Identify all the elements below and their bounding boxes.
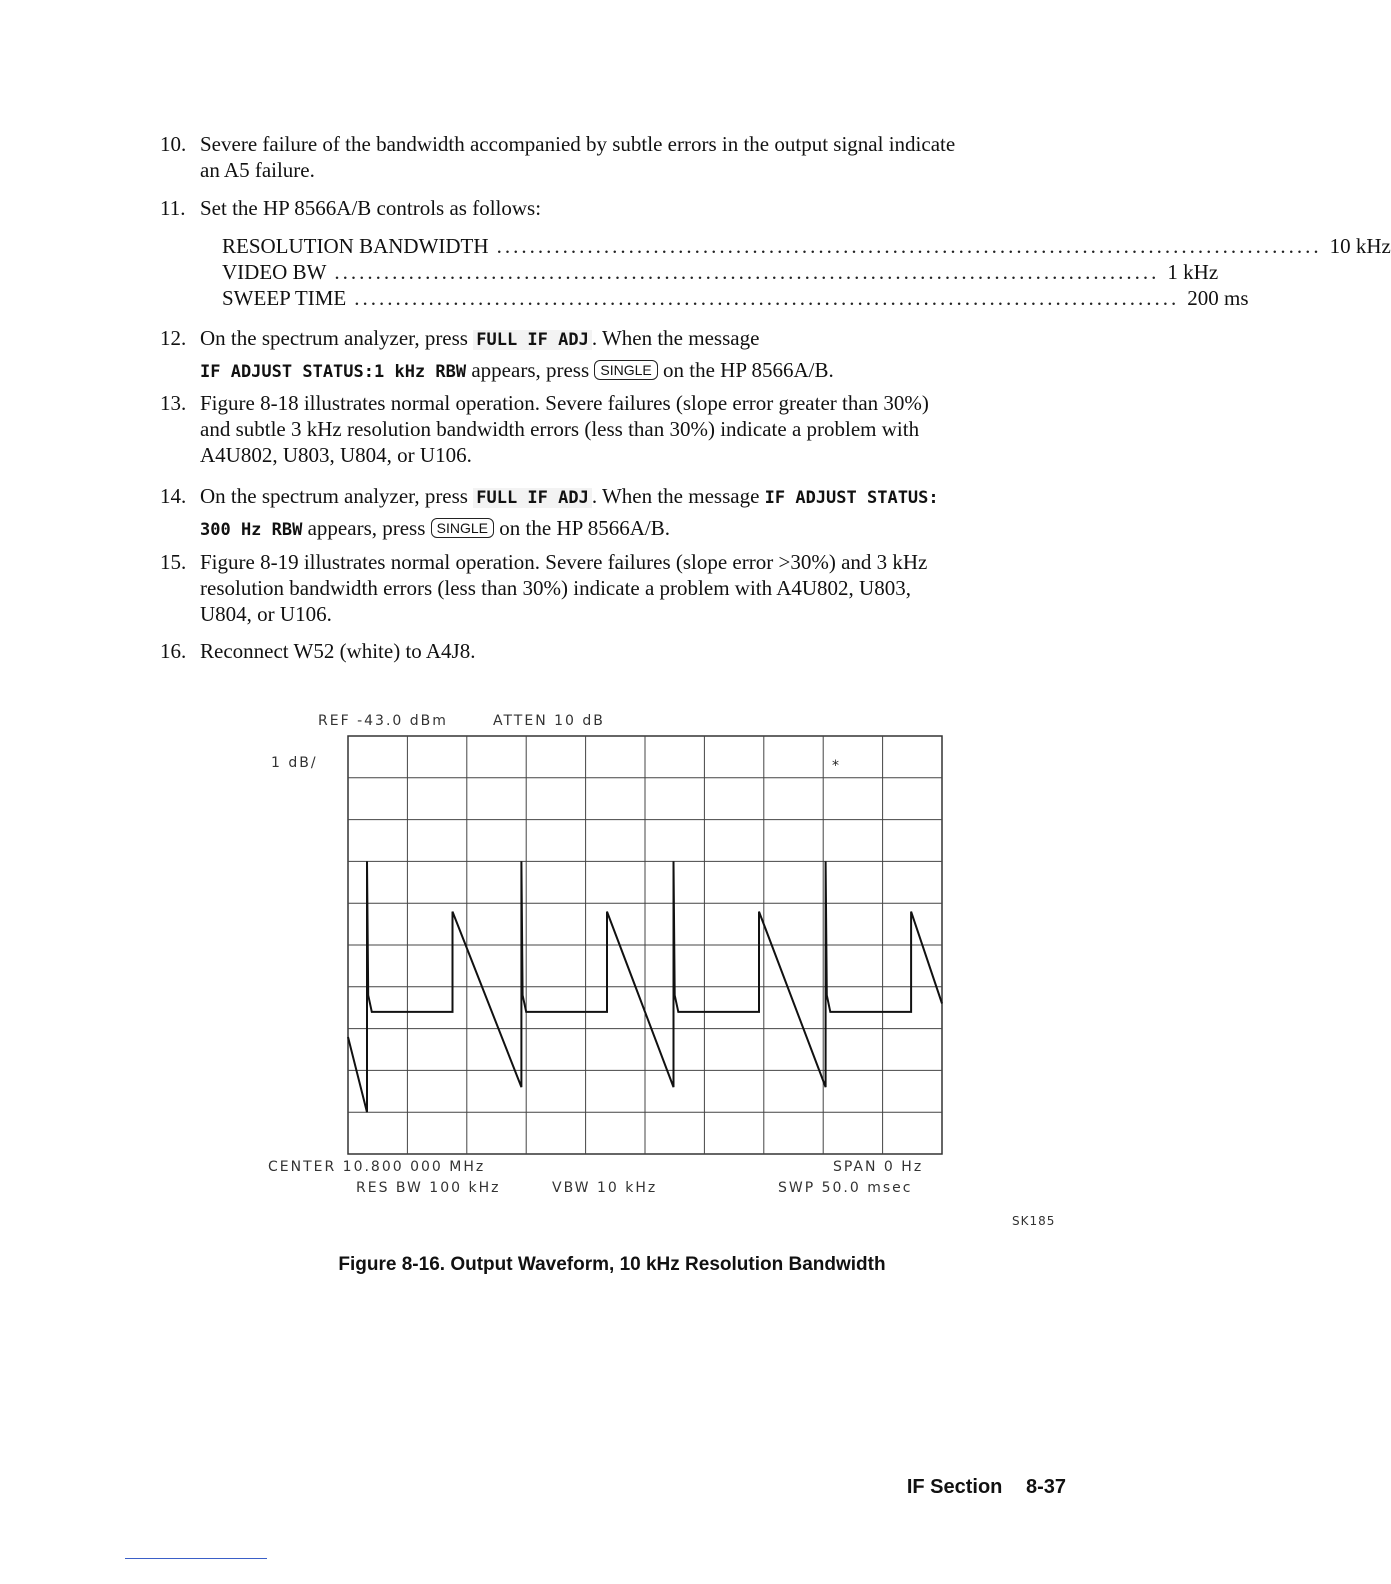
step-text: Figure 8-19 illustrates normal operation. Severe failures (slope error >30%) and 3 kHz xyxy=(200,550,928,574)
softkey-full-if-adj: FULL IF ADJ xyxy=(473,488,592,508)
step-text: . When the message xyxy=(591,484,765,508)
step-number: 11. xyxy=(160,196,186,220)
step-11 xyxy=(160,195,1080,221)
scale-label: 1 dB/ xyxy=(271,755,318,771)
res-bw-label: RES BW 100 kHz xyxy=(356,1180,501,1196)
vbw-label: VBW 10 kHz xyxy=(552,1180,658,1196)
trace-line xyxy=(348,861,942,1112)
step-number: 10. xyxy=(160,132,187,156)
setting-row xyxy=(222,259,1219,285)
ref-level-label: REF -43.0 dBm xyxy=(318,713,448,729)
step-15 xyxy=(160,549,1080,627)
step-text: U804, or U106. xyxy=(200,602,332,626)
step-10 xyxy=(160,131,1080,183)
span-label: SPAN 0 Hz xyxy=(833,1159,924,1175)
step-number: 12. xyxy=(160,326,187,350)
softkey-full-if-adj: FULL IF ADJ xyxy=(473,330,592,350)
setting-label: VIDEO BW xyxy=(222,260,327,284)
setting-row xyxy=(222,233,1391,259)
atten-label: ATTEN 10 dB xyxy=(493,713,605,729)
figure-caption: Figure 8-16. Output Waveform, 10 kHz Resolution Bandwidth xyxy=(338,1254,886,1275)
step-text: and subtle 3 kHz resolution bandwidth errors (less than 30%) indicate a problem with xyxy=(200,417,920,441)
setting-row xyxy=(222,285,1249,311)
settings-list xyxy=(222,233,1391,311)
sweep-time-label: SWP 50.0 msec xyxy=(778,1180,913,1196)
step-text: A4U802, U803, U804, or U106. xyxy=(200,443,472,467)
step-number: 15. xyxy=(160,550,187,574)
step-text: on the HP 8566A/B. xyxy=(657,358,834,382)
graticule xyxy=(348,736,942,1154)
step-text: Reconnect W52 (white) to A4J8. xyxy=(200,639,476,663)
single-key: SINGLE xyxy=(431,518,494,538)
graticule-border xyxy=(348,736,942,1154)
bottom-rule xyxy=(125,1558,267,1559)
step-text: On the spectrum analyzer, press xyxy=(200,326,474,350)
step-number: 13. xyxy=(160,391,187,415)
setting-value: 1 kHz xyxy=(1167,260,1219,284)
marker-symbol: * xyxy=(832,758,839,774)
status-message: IF ADJUST STATUS: xyxy=(764,488,939,508)
leader-dots: .................................................................................................... xyxy=(354,286,1180,310)
setting-label: RESOLUTION BANDWIDTH xyxy=(222,234,489,258)
status-message: IF ADJUST STATUS:1 kHz RBW xyxy=(200,362,467,382)
step-14 xyxy=(160,481,1080,545)
step-text: resolution bandwidth errors (less than 30%) indicate a problem with A4U802, U803, xyxy=(200,576,911,600)
step-text: appears, press xyxy=(466,358,595,382)
section-title: IF Section xyxy=(906,1476,1003,1498)
page-number: 8-37 xyxy=(1025,1476,1066,1498)
step-text: appears, press xyxy=(302,516,431,540)
step-12 xyxy=(160,323,1080,387)
single-key: SINGLE xyxy=(594,360,657,380)
step-text: on the HP 8566A/B. xyxy=(494,516,670,540)
step-text: Set the HP 8566A/B controls as follows: xyxy=(200,196,542,220)
page-footer xyxy=(889,1476,1066,1499)
step-text: Figure 8-18 illustrates normal operation. Severe failures (slope error greater than 30%) xyxy=(200,391,929,415)
setting-value: 10 kHz xyxy=(1329,234,1391,258)
step-number: 14. xyxy=(160,484,187,508)
center-freq-label: CENTER 10.800 000 MHz xyxy=(268,1159,486,1175)
step-number: 16. xyxy=(160,639,187,663)
leader-dots: .................................................................................................... xyxy=(334,260,1160,284)
step-text: . When the message xyxy=(591,326,760,350)
step-text: Severe failure of the bandwidth accompanied by subtle errors in the output signal indicate xyxy=(200,132,956,156)
setting-label: SWEEP TIME xyxy=(222,286,347,310)
setting-value: 200 ms xyxy=(1187,286,1249,310)
sk-label: SK185 xyxy=(1012,1214,1056,1228)
step-text: On the spectrum analyzer, press xyxy=(200,484,474,508)
step-16 xyxy=(160,638,1080,664)
step-text: an A5 failure. xyxy=(200,158,315,182)
leader-dots: .................................................................................................... xyxy=(496,234,1322,258)
step-13 xyxy=(160,390,1080,468)
status-message: 300 Hz RBW xyxy=(200,520,303,540)
